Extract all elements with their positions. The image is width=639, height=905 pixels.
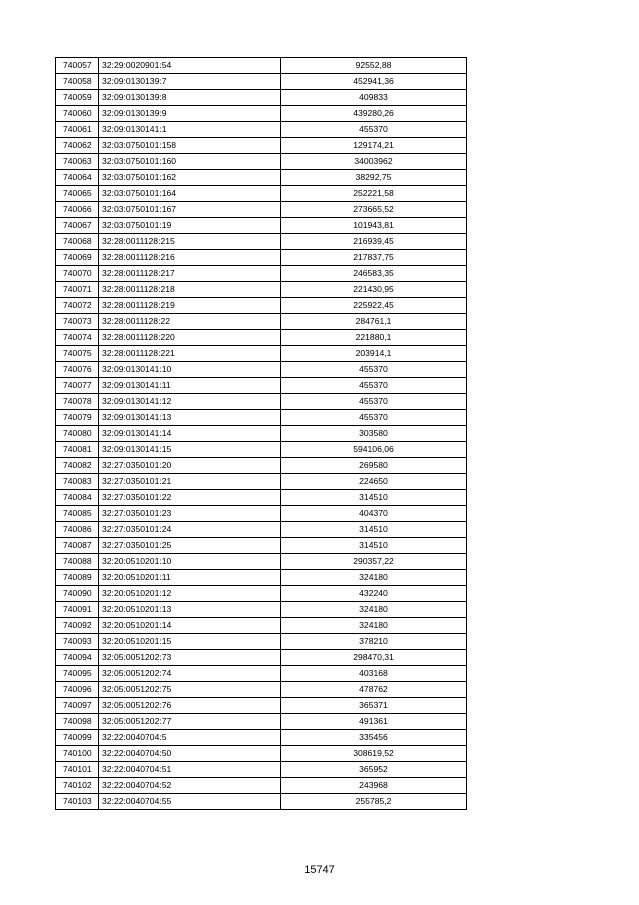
cadastral-number-cell: 32:27:0350101:22 xyxy=(99,490,281,506)
cadastral-number-cell: 32:03:0750101:19 xyxy=(99,218,281,234)
cadastral-value-cell: 38292,75 xyxy=(281,170,467,186)
cadastral-value-cell: 314510 xyxy=(281,490,467,506)
cadastral-number-cell: 32:27:0350101:21 xyxy=(99,474,281,490)
table-row xyxy=(56,666,467,682)
row-id-cell: 740098 xyxy=(56,714,99,730)
table-row xyxy=(56,778,467,794)
row-id-cell: 740082 xyxy=(56,458,99,474)
row-id-cell: 740092 xyxy=(56,618,99,634)
cadastral-number-cell: 32:09:0130139:8 xyxy=(99,90,281,106)
cadastral-number-cell: 32:28:0011128:218 xyxy=(99,282,281,298)
row-id-cell: 740061 xyxy=(56,122,99,138)
cadastral-number-cell: 32:03:0750101:158 xyxy=(99,138,281,154)
cadastral-number-cell: 32:28:0011128:220 xyxy=(99,330,281,346)
row-id-cell: 740089 xyxy=(56,570,99,586)
table-row xyxy=(56,522,467,538)
cadastral-value-cell: 455370 xyxy=(281,394,467,410)
row-id-cell: 740087 xyxy=(56,538,99,554)
cadastral-number-cell: 32:20:0510201:13 xyxy=(99,602,281,618)
cadastral-number-cell: 32:28:0011128:217 xyxy=(99,266,281,282)
row-id-cell: 740095 xyxy=(56,666,99,682)
cadastral-value-cell: 34003962 xyxy=(281,154,467,170)
cadastral-number-cell: 32:28:0011128:221 xyxy=(99,346,281,362)
cadastral-number-cell: 32:03:0750101:162 xyxy=(99,170,281,186)
row-id-cell: 740060 xyxy=(56,106,99,122)
row-id-cell: 740091 xyxy=(56,602,99,618)
row-id-cell: 740096 xyxy=(56,682,99,698)
table-row xyxy=(56,490,467,506)
row-id-cell: 740065 xyxy=(56,186,99,202)
row-id-cell: 740076 xyxy=(56,362,99,378)
table-row xyxy=(56,362,467,378)
row-id-cell: 740090 xyxy=(56,586,99,602)
row-id-cell: 740093 xyxy=(56,634,99,650)
row-id-cell: 740085 xyxy=(56,506,99,522)
cadastral-value-cell: 455370 xyxy=(281,410,467,426)
table-row xyxy=(56,794,467,810)
table-row xyxy=(56,266,467,282)
cadastral-value-cell: 252221,58 xyxy=(281,186,467,202)
row-id-cell: 740070 xyxy=(56,266,99,282)
cadastral-value-table xyxy=(55,57,467,810)
cadastral-value-cell: 324180 xyxy=(281,618,467,634)
table-row xyxy=(56,394,467,410)
table-row xyxy=(56,314,467,330)
row-id-cell: 740068 xyxy=(56,234,99,250)
cadastral-number-cell: 32:22:0040704:55 xyxy=(99,794,281,810)
table-row xyxy=(56,442,467,458)
cadastral-value-cell: 255785,2 xyxy=(281,794,467,810)
cadastral-value-cell: 324180 xyxy=(281,602,467,618)
cadastral-number-cell: 32:09:0130141:15 xyxy=(99,442,281,458)
cadastral-value-cell: 308619,52 xyxy=(281,746,467,762)
table-row xyxy=(56,458,467,474)
cadastral-number-cell: 32:09:0130141:1 xyxy=(99,122,281,138)
cadastral-value-cell: 452941,36 xyxy=(281,74,467,90)
table-row xyxy=(56,346,467,362)
cadastral-number-cell: 32:29:0020901:54 xyxy=(99,58,281,74)
cadastral-number-cell: 32:20:0510201:15 xyxy=(99,634,281,650)
row-id-cell: 740069 xyxy=(56,250,99,266)
cadastral-value-cell: 225922,45 xyxy=(281,298,467,314)
cadastral-value-cell: 129174,21 xyxy=(281,138,467,154)
table-row xyxy=(56,250,467,266)
row-id-cell: 740100 xyxy=(56,746,99,762)
row-id-cell: 740058 xyxy=(56,74,99,90)
cadastral-number-cell: 32:27:0350101:20 xyxy=(99,458,281,474)
cadastral-number-cell: 32:09:0130141:11 xyxy=(99,378,281,394)
table-row xyxy=(56,298,467,314)
table-row xyxy=(56,698,467,714)
row-id-cell: 740088 xyxy=(56,554,99,570)
row-id-cell: 740064 xyxy=(56,170,99,186)
cadastral-value-cell: 335456 xyxy=(281,730,467,746)
row-id-cell: 740066 xyxy=(56,202,99,218)
table-row xyxy=(56,746,467,762)
cadastral-value-cell: 221880,1 xyxy=(281,330,467,346)
cadastral-number-cell: 32:28:0011128:215 xyxy=(99,234,281,250)
table-row xyxy=(56,282,467,298)
cadastral-value-cell: 290357,22 xyxy=(281,554,467,570)
cadastral-number-cell: 32:05:0051202:76 xyxy=(99,698,281,714)
row-id-cell: 740067 xyxy=(56,218,99,234)
table-row xyxy=(56,650,467,666)
cadastral-number-cell: 32:03:0750101:167 xyxy=(99,202,281,218)
cadastral-value-cell: 217837,75 xyxy=(281,250,467,266)
cadastral-number-cell: 32:05:0051202:75 xyxy=(99,682,281,698)
cadastral-value-cell: 439280,26 xyxy=(281,106,467,122)
cadastral-value-cell: 324180 xyxy=(281,570,467,586)
row-id-cell: 740099 xyxy=(56,730,99,746)
cadastral-value-cell: 221430,95 xyxy=(281,282,467,298)
table-row xyxy=(56,570,467,586)
cadastral-value-cell: 224650 xyxy=(281,474,467,490)
cadastral-number-cell: 32:05:0051202:74 xyxy=(99,666,281,682)
cadastral-number-cell: 32:22:0040704:51 xyxy=(99,762,281,778)
cadastral-number-cell: 32:09:0130139:7 xyxy=(99,74,281,90)
cadastral-value-cell: 243968 xyxy=(281,778,467,794)
table-row xyxy=(56,682,467,698)
table-row xyxy=(56,122,467,138)
cadastral-number-cell: 32:27:0350101:25 xyxy=(99,538,281,554)
page-number: 15747 xyxy=(304,864,335,876)
cadastral-number-cell: 32:20:0510201:10 xyxy=(99,554,281,570)
table-row xyxy=(56,762,467,778)
cadastral-number-cell: 32:05:0051202:73 xyxy=(99,650,281,666)
cadastral-value-cell: 269580 xyxy=(281,458,467,474)
cadastral-number-cell: 32:09:0130141:10 xyxy=(99,362,281,378)
cadastral-value-cell: 314510 xyxy=(281,538,467,554)
row-id-cell: 740057 xyxy=(56,58,99,74)
cadastral-number-cell: 32:09:0130141:14 xyxy=(99,426,281,442)
cadastral-value-cell: 409833 xyxy=(281,90,467,106)
table-row xyxy=(56,538,467,554)
table-body xyxy=(56,58,467,810)
cadastral-number-cell: 32:22:0040704:5 xyxy=(99,730,281,746)
table-row xyxy=(56,474,467,490)
table-row xyxy=(56,234,467,250)
cadastral-number-cell: 32:20:0510201:11 xyxy=(99,570,281,586)
cadastral-value-cell: 491361 xyxy=(281,714,467,730)
cadastral-value-cell: 298470,31 xyxy=(281,650,467,666)
table-row xyxy=(56,426,467,442)
cadastral-number-cell: 32:22:0040704:52 xyxy=(99,778,281,794)
row-id-cell: 740077 xyxy=(56,378,99,394)
table-row xyxy=(56,634,467,650)
table-row xyxy=(56,202,467,218)
cadastral-number-cell: 32:03:0750101:164 xyxy=(99,186,281,202)
table-row xyxy=(56,378,467,394)
row-id-cell: 740080 xyxy=(56,426,99,442)
cadastral-number-cell: 32:22:0040704:50 xyxy=(99,746,281,762)
cadastral-number-cell: 32:20:0510201:14 xyxy=(99,618,281,634)
cadastral-value-cell: 404370 xyxy=(281,506,467,522)
table-row xyxy=(56,58,467,74)
cadastral-value-cell: 365952 xyxy=(281,762,467,778)
row-id-cell: 740101 xyxy=(56,762,99,778)
cadastral-number-cell: 32:27:0350101:24 xyxy=(99,522,281,538)
cadastral-number-cell: 32:09:0130141:13 xyxy=(99,410,281,426)
table-row xyxy=(56,74,467,90)
cadastral-number-cell: 32:05:0051202:77 xyxy=(99,714,281,730)
row-id-cell: 740059 xyxy=(56,90,99,106)
row-id-cell: 740062 xyxy=(56,138,99,154)
cadastral-number-cell: 32:09:0130139:9 xyxy=(99,106,281,122)
row-id-cell: 740103 xyxy=(56,794,99,810)
cadastral-value-cell: 216939,45 xyxy=(281,234,467,250)
cadastral-value-cell: 303580 xyxy=(281,426,467,442)
table-row xyxy=(56,154,467,170)
cadastral-number-cell: 32:28:0011128:219 xyxy=(99,298,281,314)
table-row xyxy=(56,730,467,746)
cadastral-value-cell: 403168 xyxy=(281,666,467,682)
table-row xyxy=(56,170,467,186)
row-id-cell: 740094 xyxy=(56,650,99,666)
cadastral-value-cell: 594106,06 xyxy=(281,442,467,458)
cadastral-number-cell: 32:28:0011128:216 xyxy=(99,250,281,266)
cadastral-number-cell: 32:09:0130141:12 xyxy=(99,394,281,410)
row-id-cell: 740081 xyxy=(56,442,99,458)
cadastral-value-cell: 246583,35 xyxy=(281,266,467,282)
table-row xyxy=(56,138,467,154)
table-row xyxy=(56,586,467,602)
table-row xyxy=(56,714,467,730)
row-id-cell: 740102 xyxy=(56,778,99,794)
cadastral-value-cell: 314510 xyxy=(281,522,467,538)
table-row xyxy=(56,106,467,122)
table-row xyxy=(56,618,467,634)
row-id-cell: 740063 xyxy=(56,154,99,170)
row-id-cell: 740074 xyxy=(56,330,99,346)
cadastral-number-cell: 32:27:0350101:23 xyxy=(99,506,281,522)
row-id-cell: 740086 xyxy=(56,522,99,538)
row-id-cell: 740071 xyxy=(56,282,99,298)
table-row xyxy=(56,330,467,346)
cadastral-number-cell: 32:20:0510201:12 xyxy=(99,586,281,602)
table-row xyxy=(56,506,467,522)
cadastral-number-cell: 32:03:0750101:160 xyxy=(99,154,281,170)
row-id-cell: 740084 xyxy=(56,490,99,506)
cadastral-value-cell: 273665,52 xyxy=(281,202,467,218)
cadastral-number-cell: 32:28:0011128:22 xyxy=(99,314,281,330)
table-row xyxy=(56,554,467,570)
table-row xyxy=(56,90,467,106)
row-id-cell: 740078 xyxy=(56,394,99,410)
table-row xyxy=(56,218,467,234)
row-id-cell: 740097 xyxy=(56,698,99,714)
cadastral-value-cell: 478762 xyxy=(281,682,467,698)
row-id-cell: 740079 xyxy=(56,410,99,426)
row-id-cell: 740072 xyxy=(56,298,99,314)
table-row xyxy=(56,410,467,426)
cadastral-value-cell: 284761,1 xyxy=(281,314,467,330)
cadastral-value-cell: 455370 xyxy=(281,378,467,394)
cadastral-value-cell: 378210 xyxy=(281,634,467,650)
cadastral-value-cell: 203914,1 xyxy=(281,346,467,362)
table-row xyxy=(56,602,467,618)
table-row xyxy=(56,186,467,202)
cadastral-value-cell: 101943,81 xyxy=(281,218,467,234)
row-id-cell: 740073 xyxy=(56,314,99,330)
cadastral-value-cell: 92552,88 xyxy=(281,58,467,74)
cadastral-value-cell: 365371 xyxy=(281,698,467,714)
cadastral-value-cell: 432240 xyxy=(281,586,467,602)
row-id-cell: 740083 xyxy=(56,474,99,490)
cadastral-value-cell: 455370 xyxy=(281,362,467,378)
row-id-cell: 740075 xyxy=(56,346,99,362)
cadastral-value-cell: 455370 xyxy=(281,122,467,138)
